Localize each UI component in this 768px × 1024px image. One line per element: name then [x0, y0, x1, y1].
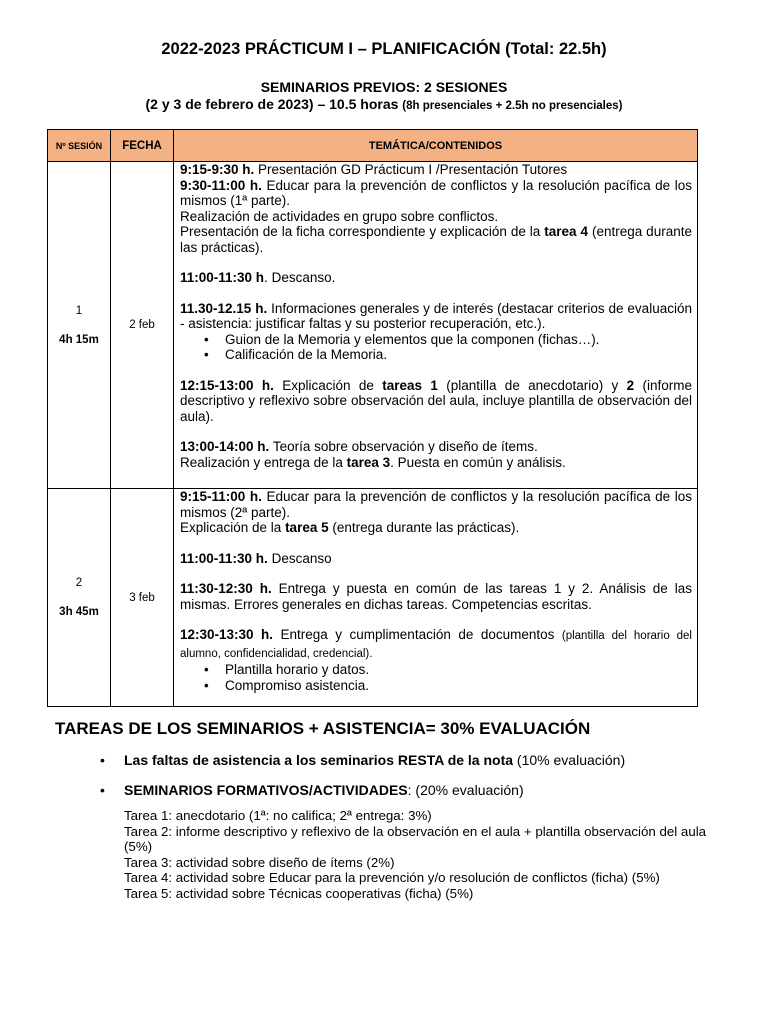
time-slot: 13:00-14:00 h. — [180, 439, 270, 454]
time-slot: 12:30-13:30 h. — [180, 627, 274, 642]
time-slot: 11:00-11:30 h — [180, 270, 265, 285]
content-line — [180, 439, 692, 455]
content-line — [180, 224, 692, 255]
content-line — [180, 551, 692, 567]
hours-breakdown: (8h presenciales + 2.5h no presenciales) — [402, 100, 623, 112]
session-content — [174, 489, 698, 707]
task-list — [124, 808, 714, 901]
activity-text: (entrega durante las prácticas). — [328, 520, 520, 535]
task-ref: tarea 3 — [346, 454, 391, 470]
documents-note: (plantilla del horario del alumno, confidencialidad, credencial). — [180, 630, 692, 660]
list-item: • Calificación de la Memoria. — [225, 347, 692, 363]
session-number-cell — [48, 489, 111, 707]
list-item: • Plantilla horario y datos. — [225, 662, 692, 678]
content-line: Realización de actividades en grupo sobre conflictos. — [180, 208, 499, 224]
activity-text: Presentación GD Prácticum I /Presentación Tutores — [254, 162, 568, 177]
activity-text: Realización y entrega de la — [180, 454, 347, 470]
header-date: FECHA — [111, 130, 174, 162]
session-content — [174, 162, 698, 489]
attendance-rule: Las faltas de asistencia a los seminarios RESTA de la nota — [124, 752, 514, 768]
page-title: 2022-2023 PRÁCTICUM I – PLANIFICACIÓN (Total: 22.5h) — [161, 40, 607, 58]
header-session-label: Nº SESIÓN — [55, 140, 103, 151]
bullet-text — [124, 782, 524, 798]
session-number: 1 — [75, 304, 83, 317]
time-slot: 12:15-13:00 h. — [180, 377, 274, 393]
session-hours: 4h 15m — [59, 333, 99, 346]
dates-hours: (2 y 3 de febrero de 2023) – 10.5 horas — [145, 96, 399, 112]
session-hours: 3h 45m — [59, 606, 99, 618]
content-line — [180, 270, 692, 286]
time-slot: 11.30-12.15 h. — [180, 300, 268, 316]
activity-text: . Puesta en común y análisis. — [390, 454, 566, 470]
header-session — [48, 130, 111, 162]
table-row — [48, 162, 698, 489]
session-date: 2 feb — [111, 162, 174, 489]
time-slot: 9:30-11:00 h. — [180, 177, 262, 193]
list-item: • Compromiso asistencia. — [225, 678, 692, 694]
session-date: 3 feb — [111, 489, 174, 707]
evaluation-heading: TAREAS DE LOS SEMINARIOS + ASISTENCIA= 30% EVALUACIÓN — [55, 719, 591, 738]
activities-weight: : (20% evaluación) — [407, 782, 524, 798]
planning-table — [47, 129, 698, 707]
attendance-weight: (10% evaluación) — [513, 752, 626, 768]
activity-text: (informe descriptivo y reflexivo sobre observación del aula, incluye plantilla de observación del aula). — [180, 377, 693, 424]
task-item: Tarea 1: anecdotario (1ª: no califica; 2ª entrega: 3%) — [124, 808, 432, 823]
content-line — [180, 520, 692, 536]
task-item: Tarea 2: informe descriptivo y reflexivo de la observación en el aula + plantilla observación del aula (5%) — [124, 823, 707, 854]
memoria-list — [180, 332, 692, 363]
header-content: TEMÁTICA/CONTENIDOS — [174, 130, 698, 162]
content-line — [180, 627, 692, 662]
activity-text: Descanso — [267, 550, 332, 566]
session-number: 2 — [75, 577, 83, 589]
activity-text: Entrega y puesta en común de las tareas 1 y 2. Análisis de las mismas. Errores generales en dichas tareas. Competencias escritas. — [180, 581, 692, 612]
task-item: Tarea 3: actividad sobre diseño de ítems (2%) — [124, 854, 395, 870]
task-ref: tarea 5 — [285, 520, 329, 535]
content-line — [180, 301, 692, 332]
table-row — [48, 489, 698, 707]
bullet-dot: • — [100, 782, 105, 798]
session-number-cell — [48, 162, 111, 489]
time-slot: 11:00-11:30 h. — [180, 550, 268, 566]
documents-list — [180, 662, 692, 693]
activity-text: (plantilla de anecdotario) y — [437, 377, 627, 393]
content-line — [180, 378, 692, 425]
task-ref: 2 — [626, 377, 635, 393]
activity-text: Explicación de la — [180, 520, 286, 535]
activity-text: Educar para la prevención de conflictos y la resolución pacífica de los mismos (1ª parte). — [180, 177, 693, 208]
activity-text: Entrega y cumplimentación de documentos — [273, 627, 562, 642]
content-line — [180, 178, 692, 209]
content-line — [180, 455, 692, 471]
activity-text: Informaciones generales y de interés (destacar criterios de evaluación - asistencia: justificar faltas y su posterior recuperación, etc.). — [180, 300, 692, 331]
task-item: Tarea 5: actividad sobre Técnicas cooperativas (ficha) (5%) — [124, 885, 474, 901]
activity-text: Explicación de — [273, 377, 383, 393]
activity-text: Teoría sobre observación y diseño de ítems. — [269, 439, 538, 454]
seminars-subtitle: SEMINARIOS PREVIOS: 2 SESIONES — [260, 79, 508, 95]
task-ref: tareas 1 — [382, 377, 438, 393]
task-item: Tarea 4: actividad sobre Educar para la prevención y/o resolución de conflictos (ficha) (5%) — [124, 870, 660, 885]
activity-text: . Descanso. — [264, 270, 336, 285]
time-slot: 11:30-12:30 h. — [180, 581, 272, 596]
task-ref: tarea 4 — [544, 224, 588, 239]
activity-text: Presentación de la ficha correspondiente y explicación de la — [180, 224, 545, 239]
content-line — [180, 489, 692, 520]
time-slot: 9:15-11:00 h. — [180, 489, 262, 504]
activity-text: Educar para la prevención de conflictos y la resolución pacífica de los mismos (2ª parte). — [180, 489, 693, 520]
content-line — [180, 581, 692, 612]
list-item: • Guion de la Memoria y elementos que la componen (fichas…). — [225, 332, 692, 348]
activities-label: SEMINARIOS FORMATIVOS/ACTIVIDADES — [124, 782, 408, 798]
seminars-dates — [0, 96, 768, 112]
bullet-text — [124, 752, 625, 768]
time-slot: 9:15-9:30 h. — [180, 162, 255, 177]
activity-text: (entrega durante las prácticas). — [180, 224, 692, 255]
table-header-row — [48, 130, 698, 162]
content-line — [180, 162, 692, 178]
bullet-dot: • — [100, 752, 105, 768]
